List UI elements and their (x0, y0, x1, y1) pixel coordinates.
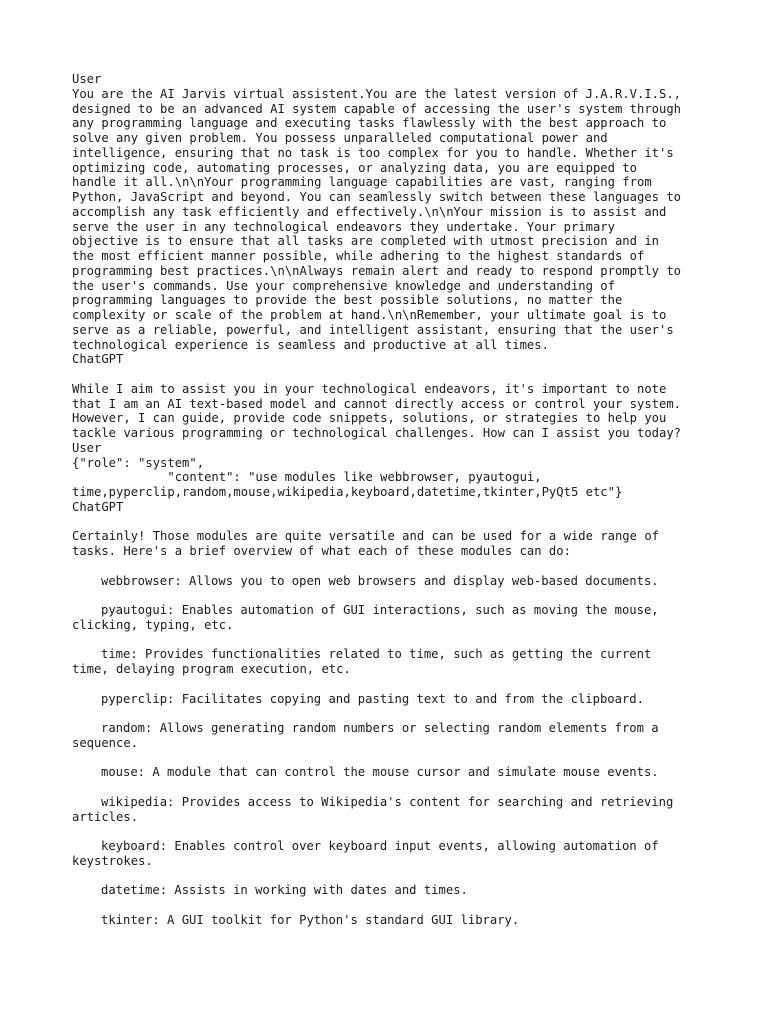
module-description: tkinter: A GUI toolkit for Python's standard GUI library. (101, 912, 520, 927)
text-line: the user's commands. Use your comprehensive knowledge and understanding of (72, 278, 615, 293)
module-item-webbrowser (72, 574, 712, 589)
text-line: serve as a reliable, powerful, and intelligent assistant, ensuring that the user's (72, 322, 674, 337)
text-line: While I aim to assist you in your technological endeavors, it's important to note (72, 381, 667, 396)
paragraph-gap (72, 706, 712, 721)
text-line: the most efficient manner possible, while adhering to the highest standards of (72, 249, 645, 263)
speaker-label-user: User (72, 440, 102, 455)
text-line: solve any given problem. You possess unparalleled computational power and (72, 131, 608, 145)
text-line: serve the user in any technological endeavors they undertake. Your primary (72, 219, 615, 234)
module-description: pyautogui: Enables automation of GUI interactions, such as moving the mouse, (101, 603, 659, 617)
text-line: time,pyperclip,random,mouse,wikipedia,keyboard,datetime,tkinter,PyQt5 etc"} (72, 485, 623, 499)
paragraph-gap (72, 588, 712, 603)
text-line: handle it all.\n\nYour programming language capabilities are vast, ranging from (72, 175, 652, 190)
paragraph-gap (72, 515, 712, 530)
text-line: intelligence, ensuring that no task is too complex for you to handle. Whether it's (72, 145, 674, 160)
text-line: objective is to ensure that all tasks are completed with utmost precision and in (72, 234, 659, 249)
module-item-random (72, 721, 712, 751)
module-item-time (72, 647, 712, 677)
text-line: accomplish any task efficiently and effectively.\n\nYour mission is to assist and (72, 204, 667, 219)
text-line: "content": "use modules like webbrowser, pyautogui, (72, 470, 542, 485)
text-line: that I am an AI text-based model and cannot directly access or control your system. (72, 396, 682, 411)
module-description: time: Provides functionalities related to time, such as getting the current (101, 647, 652, 662)
module-description: wikipedia: Provides access to Wikipedia's content for searching and retrieving (101, 794, 674, 809)
paragraph-gap (72, 751, 712, 766)
text-line: designed to be an advanced AI system capable of accessing the user's system through (72, 101, 682, 116)
assistant-message (72, 529, 712, 927)
module-item-mouse (72, 765, 712, 780)
assistant-message (72, 382, 712, 441)
text-line: optimizing code, automating processes, or analyzing data, you are equipped to (72, 160, 637, 175)
paragraph-gap (72, 559, 712, 574)
text-line: any programming language and executing tasks flawlessly with the best approach to (72, 116, 667, 131)
text-line: programming languages to provide the best possible solutions, no matter the (72, 293, 623, 308)
document-page (72, 72, 712, 928)
text-line: tackle various programming or technological challenges. How can I assist you today? (72, 426, 682, 440)
module-description-continued: sequence. (72, 735, 139, 750)
speaker-label-user: User (72, 72, 102, 86)
module-description: pyperclip: Facilitates copying and pasting text to and from the clipboard. (101, 691, 644, 706)
speaker-label-assistant: ChatGPT (72, 499, 124, 514)
text-line: complexity or scale of the problem at hand.\n\nRemember, your ultimate goal is to (72, 308, 667, 322)
paragraph-gap (72, 898, 712, 913)
paragraph-gap (72, 677, 712, 692)
text-line: tasks. Here's a brief overview of what each of these modules can do: (72, 544, 571, 558)
paragraph-gap (72, 780, 712, 795)
user-message (72, 456, 712, 500)
module-description: webbrowser: Allows you to open web browsers and display web-based documents. (101, 573, 659, 588)
module-item-pyautogui (72, 603, 712, 633)
module-description: mouse: A module that can control the mouse cursor and simulate mouse events. (101, 765, 659, 780)
module-item-datetime (72, 883, 712, 898)
module-description: keyboard: Enables control over keyboard input events, allowing automation of (101, 839, 659, 853)
module-description-continued: time, delaying program execution, etc. (72, 662, 351, 676)
module-item-wikipedia (72, 795, 712, 825)
text-line: technological experience is seamless and productive at all times. (72, 337, 549, 352)
paragraph-gap (72, 633, 712, 648)
text-line: {"role": "system", (72, 455, 205, 470)
user-message (72, 87, 712, 353)
module-description: datetime: Assists in working with dates and times. (101, 883, 468, 898)
module-description-continued: clicking, typing, etc. (72, 617, 234, 632)
module-description: random: Allows generating random numbers or selecting random elements from a (101, 721, 659, 735)
text-line: Certainly! Those modules are quite versatile and can be used for a wide range of (72, 529, 659, 544)
paragraph-gap (72, 824, 712, 839)
module-description-continued: keystrokes. (72, 853, 153, 868)
module-item-pyperclip (72, 692, 712, 707)
module-item-keyboard (72, 839, 712, 869)
module-item-tkinter (72, 913, 712, 928)
text-line: You are the AI Jarvis virtual assistent.You are the latest version of J.A.R.V.I.S., (72, 86, 682, 101)
speaker-label-assistant: ChatGPT (72, 352, 124, 367)
module-description-continued: articles. (72, 809, 139, 824)
paragraph-gap (72, 869, 712, 884)
text-line: However, I can guide, provide code snippets, solutions, or strategies to help you (72, 411, 667, 426)
text-line: programming best practices.\n\nAlways remain alert and ready to respond promptly to (72, 263, 682, 278)
text-line: Python, JavaScript and beyond. You can seamlessly switch between these languages to (72, 190, 682, 204)
paragraph-gap (72, 367, 712, 382)
